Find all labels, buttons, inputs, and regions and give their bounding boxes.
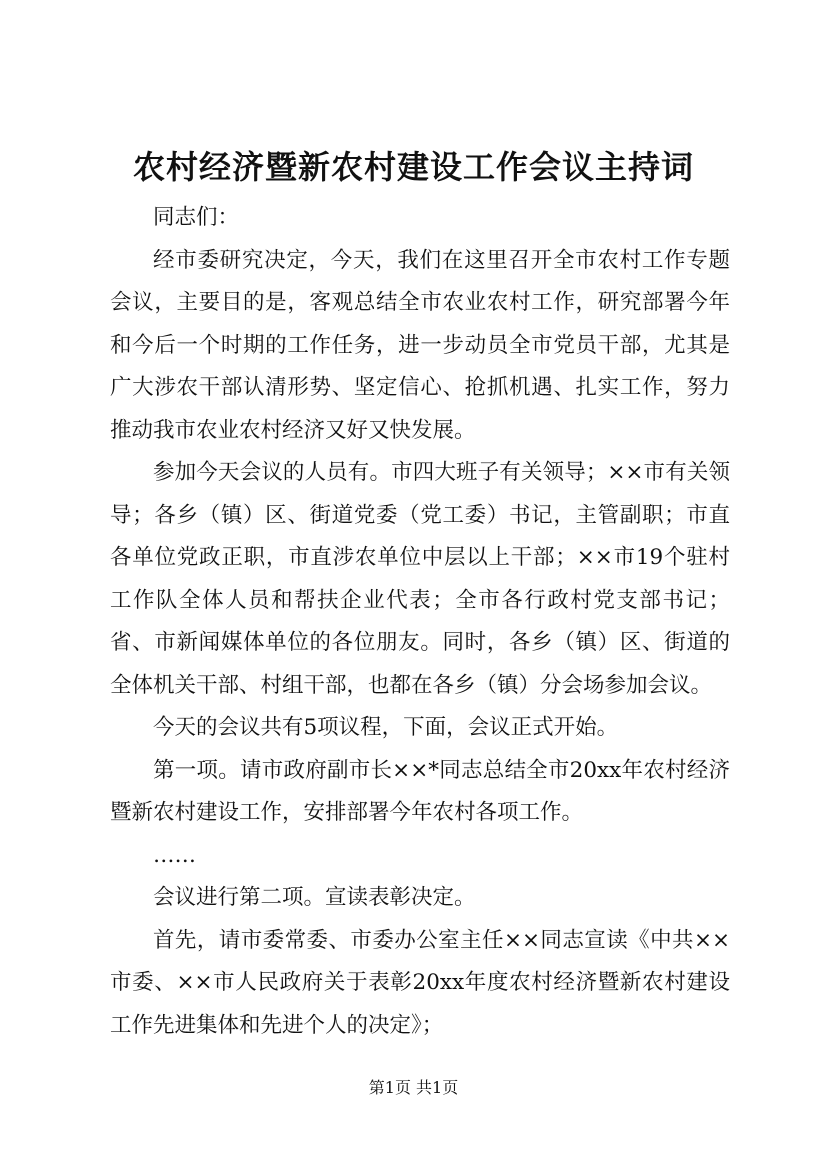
paragraph-salutation: 同志们： (153, 205, 240, 230)
document-body (110, 197, 730, 1047)
paragraph-item-two: 会议进行第二项。宣读表彰决定。 (153, 885, 476, 910)
paragraph-ellipsis: …… (153, 842, 196, 868)
paragraph-item-one: 第一项。请市政府副市长××*同志总结全市20xx年农村经济暨新农村建设工作，安排部署今年农村各项工作。 (110, 757, 730, 825)
paragraph-agenda: 今天的会议共有5项议程，下面，会议正式开始。 (153, 715, 619, 740)
page-footer: 第1页 共1页 (368, 1078, 459, 1097)
document-title: 农村经济暨新农村建设工作会议主持词 (132, 148, 694, 186)
paragraph-purpose: 经市委研究决定，今天，我们在这里召开全市农村工作专题会议，主要目的是，客观总结全市农业农村工作，研究部署今年和今后一个时期的工作任务，进一步动员全市党员干部，尤其是广大涉农干部认清形势、坚定信心、抢抓机遇、扎实工作，努力推动我市农业农村经济又好又快发展。 (110, 247, 730, 443)
paragraph-commendation: 首先，请市委常委、市委办公室主任××同志宣读《中共××市委、××市人民政府关于表彰20xx年度农村经济暨新农村建设工作先进集体和先进个人的决定》； (110, 927, 730, 1038)
paragraph-attendees: 参加今天会议的人员有。市四大班子有关领导；××市有关领导；各乡（镇）区、街道党委（党工委）书记，主管副职；市直各单位党政正职，市直涉农单位中层以上干部；××市19个驻村工作队全体人员和帮扶企业代表；全市各行政村党支部书记；省、市新闻媒体单位的各位朋友。同时，各乡（镇）区、街道的全体机关干部、村组干部，也都在各乡（镇）分会场参加会议。 (110, 460, 730, 698)
